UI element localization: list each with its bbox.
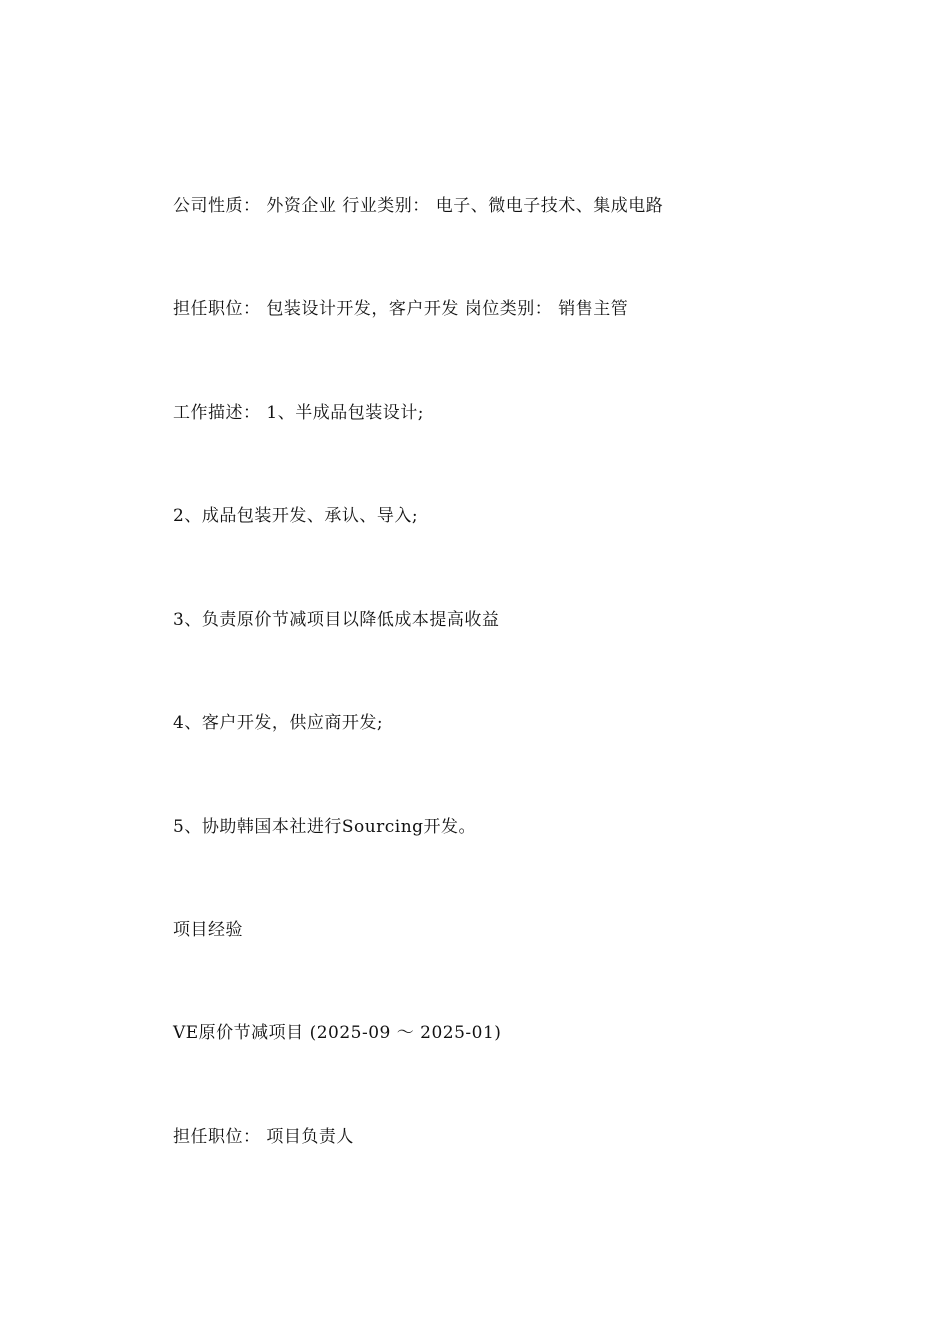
duty-item-5: 5、协助韩国本社进行Sourcing开发。 xyxy=(173,817,477,837)
project-role-line: 担任职位： 项目负责人 xyxy=(173,1127,354,1147)
duty-item-2: 2、成品包装开发、承认、导入; xyxy=(173,506,419,526)
project-experience-heading: 项目经验 xyxy=(173,920,243,940)
job-description-line: 工作描述： 1、半成品包装设计; xyxy=(173,403,424,423)
company-nature-line: 公司性质： 外资企业 行业类别： 电子、微电子技术、集成电路 xyxy=(173,196,664,216)
duty-item-3: 3、负责原价节减项目以降低成本提高收益 xyxy=(173,610,500,630)
project-title-line: VE原价节减项目 (2025-09 ～ 2025-01) xyxy=(173,1023,502,1043)
duty-item-4: 4、客户开发，供应商开发; xyxy=(173,713,384,733)
position-line: 担任职位： 包装设计开发，客户开发 岗位类别： 销售主管 xyxy=(173,299,629,319)
